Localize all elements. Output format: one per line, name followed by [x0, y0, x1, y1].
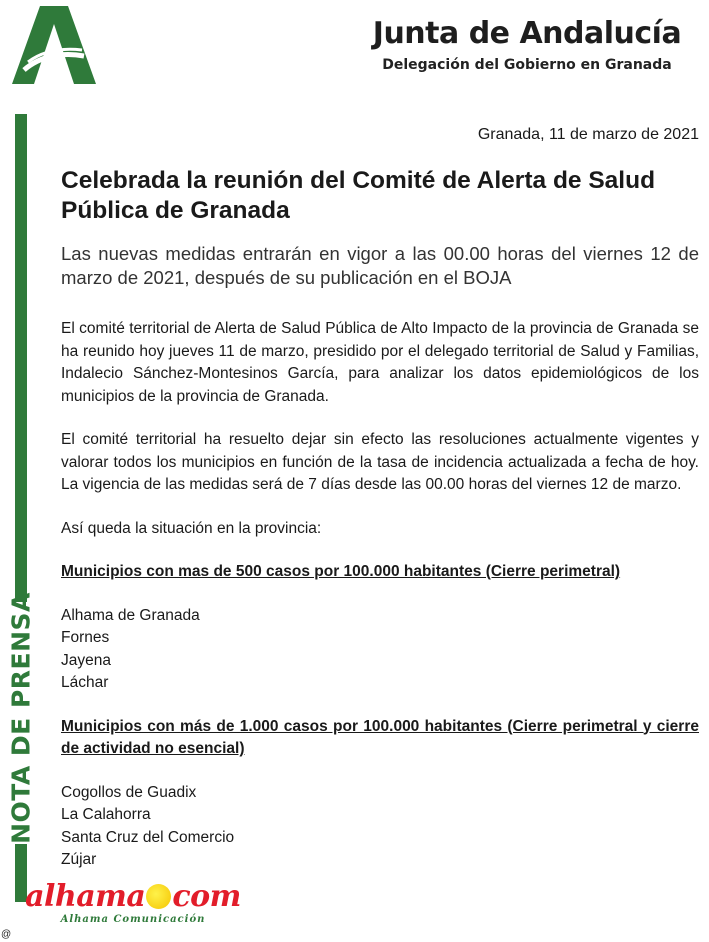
list-item: Zújar: [61, 851, 97, 868]
paragraph: Así queda la situación en la provincia:: [61, 519, 322, 537]
organization-header: [367, 14, 687, 76]
paragraph: El comité territorial ha resuelto dejar sin efecto las resoluciones actualmente vigentes y valorar todos los municipios en función de la tasa de incidencia actualizada a fecha de hoy. La vigencia de las medidas será de 7 días desde las 00.00 horas del viernes 12 de marzo.: [61, 431, 699, 493]
organization-name: Junta de Andalucía: [372, 16, 682, 51]
watermark-main-right: com: [172, 879, 241, 914]
list-item: Láchar: [61, 674, 109, 691]
watermark-main-left: alhama: [25, 879, 146, 914]
watermark-logo: [22, 880, 244, 926]
list-item: Jayena: [61, 651, 111, 669]
press-release-body: [61, 124, 699, 893]
side-bar-upper: [15, 114, 27, 602]
municipality-list: [61, 605, 699, 695]
sun-dot-icon: [146, 884, 171, 909]
date-line: Granada, 11 de marzo de 2021: [477, 126, 699, 143]
junta-andalucia-logo-icon: [10, 4, 98, 86]
organization-subtitle: Delegación del Gobierno en Granada: [382, 57, 672, 73]
corner-mark: @: [1, 929, 12, 940]
list-item: Fornes: [61, 629, 110, 646]
municipality-list: [61, 782, 699, 872]
list-item: La Calahorra: [61, 806, 151, 823]
watermark-subtitle: Alhama Comunicación: [60, 914, 206, 925]
headline: Celebrada la reunión del Comité de Alerta de Salud Pública de Granada: [61, 167, 656, 224]
list-item: Santa Cruz del Comercio: [61, 828, 235, 846]
watermark-main: [22, 880, 244, 914]
press-release-label: NOTA DE PRENSA: [6, 592, 36, 844]
list-item: Cogollos de Guadix: [61, 783, 197, 801]
section-heading: Municipios con más de 1.000 casos por 100.000 habitantes (Cierre perimetral y cierre de actividad no esencial): [61, 717, 699, 757]
list-item: Alhama de Granada: [61, 606, 200, 624]
paragraph: El comité territorial de Alerta de Salud Pública de Alto Impacto de la provincia de Granada se ha reunido hoy jueves 11 de marzo, presidido por el delegado territorial de Salud y Familias, Indalecio Sánchez-Montesinos García, para analizar los datos epidemiológicos de los municipios de la provincia de Granada.: [61, 320, 699, 405]
section-heading: Municipios con mas de 500 casos por 100.000 habitantes (Cierre perimetral): [61, 563, 621, 580]
subheadline: Las nuevas medidas entrarán en vigor a las 00.00 horas del viernes 12 de marzo de 2021, después de su publicación en el BOJA: [61, 243, 699, 288]
